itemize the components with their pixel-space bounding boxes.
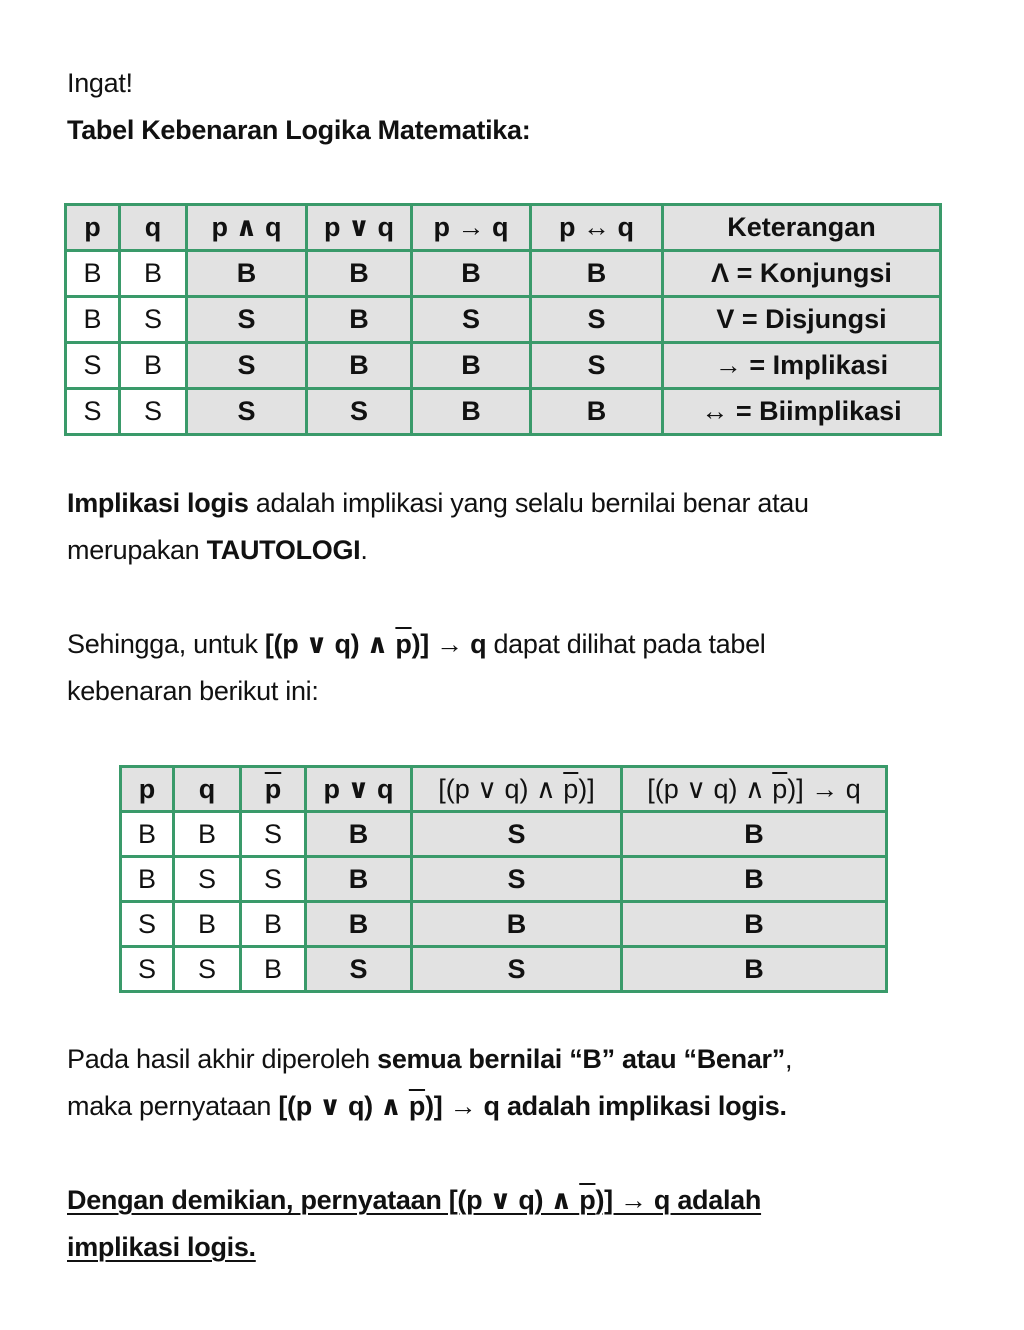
intro-paragraph-line1 (67, 621, 766, 668)
header-cell: q (120, 205, 187, 251)
definition-paragraph-line2 (67, 527, 368, 574)
negation-p: $\overline{p}$ (395, 629, 412, 659)
cell: B (306, 902, 412, 947)
section-heading: Tabel Kebenaran Logika Matematika: (67, 115, 531, 145)
cell: B (120, 343, 187, 389)
cell: S (306, 947, 412, 992)
cell: B (307, 297, 412, 343)
definition-text: adalah implikasi yang selalu bernilai benar atau (248, 488, 809, 518)
cell: S (121, 947, 174, 992)
header-cell: [(p ∨ q) ∧ $\overline{p}$)] (412, 767, 622, 812)
cell: B (306, 812, 412, 857)
cell: B (241, 902, 306, 947)
cell: B (307, 343, 412, 389)
cell: S (307, 389, 412, 435)
cell: B (121, 812, 174, 857)
cell: S (187, 343, 307, 389)
header-cell: p ∧ q (187, 205, 307, 251)
cell: B (120, 251, 187, 297)
table-row (66, 251, 941, 297)
definition-text: merupakan (67, 535, 207, 565)
cell: S (412, 297, 531, 343)
cell: S (412, 857, 622, 902)
cell: B (531, 251, 663, 297)
punctuation: , (784, 1044, 793, 1074)
header-cell (241, 767, 306, 812)
intro-text: dapat dilihat pada tabel (486, 629, 766, 659)
header-cell: [(p ∨ q) ∧ $\overline{p})] \to q$ (622, 767, 887, 812)
cell: B (412, 343, 531, 389)
cell: S (531, 297, 663, 343)
cell: B (307, 251, 412, 297)
legend-cell: ↔ = Biimplikasi (663, 389, 941, 435)
table-row (66, 389, 941, 435)
legend-cell: → = Implikasi (663, 343, 941, 389)
intro-paragraph-line2: kebenaran berikut ini: (67, 676, 319, 706)
cell: B (66, 251, 120, 297)
legend-cell: Λ = Konjungsi (663, 251, 941, 297)
header-cell: q (174, 767, 241, 812)
cell: B (412, 389, 531, 435)
result-paragraph-line1 (67, 1036, 792, 1083)
reminder-text: Ingat! (67, 68, 133, 98)
cell: B (174, 902, 241, 947)
cell: B (174, 812, 241, 857)
cell: S (531, 343, 663, 389)
cell: S (187, 297, 307, 343)
cell: S (120, 389, 187, 435)
cell: B (241, 947, 306, 992)
table-row (121, 947, 887, 992)
cell: S (241, 812, 306, 857)
cell: S (412, 812, 622, 857)
cell: B (412, 251, 531, 297)
punctuation: . (360, 535, 368, 565)
cell: B (622, 857, 887, 902)
table-row (121, 857, 887, 902)
header-cell: p → q (412, 205, 531, 251)
definition-paragraph-line1 (67, 480, 809, 527)
truth-table-implication (119, 765, 888, 993)
table-row (121, 812, 887, 857)
expression-bold: [(p ∨ q) ∧ $\overline{p})] \to q$ (264, 629, 487, 659)
cell: B (306, 857, 412, 902)
table-header-row (66, 205, 941, 251)
header-cell: p ∨ q (307, 205, 412, 251)
intro-text: Sehingga, untuk (67, 629, 265, 659)
cell: S (120, 297, 187, 343)
result-text: Pada hasil akhir diperoleh (67, 1044, 378, 1074)
cell: S (241, 857, 306, 902)
cell: S (174, 947, 241, 992)
header-cell: p (66, 205, 120, 251)
table-row (121, 902, 887, 947)
truth-table-basic (64, 203, 942, 436)
cell: B (412, 902, 622, 947)
term-bold: Implikasi logis (67, 488, 249, 518)
cell: S (66, 389, 120, 435)
cell: S (66, 343, 120, 389)
header-cell: p (121, 767, 174, 812)
cell: S (187, 389, 307, 435)
result-bold: [(p ∨ q) ∧ $\overline{p})] \to q$ adalah implikasi logis. (278, 1091, 787, 1121)
cell: B (622, 902, 887, 947)
cell: B (121, 857, 174, 902)
conclusion-line2: implikasi logis. (67, 1232, 256, 1262)
header-cell: Keterangan (663, 205, 941, 251)
table-row (66, 343, 941, 389)
result-text: maka pernyataan (67, 1091, 279, 1121)
cell: B (622, 812, 887, 857)
header-cell: p ↔ q (531, 205, 663, 251)
tautology-bold: TAUTOLOGI (206, 535, 361, 565)
cell: B (66, 297, 120, 343)
result-paragraph-line2 (67, 1083, 787, 1130)
table-row (66, 297, 941, 343)
cell: B (531, 389, 663, 435)
cell: S (412, 947, 622, 992)
result-bold: semua bernilai “B” atau “Benar” (377, 1044, 785, 1074)
negation-p: $\overline{p}$ (264, 773, 282, 804)
cell: B (187, 251, 307, 297)
legend-cell: V = Disjungsi (663, 297, 941, 343)
conclusion-line1: Dengan demikian, pernyataan [(p ∨ q) ∧ p)] → q adalah (67, 1185, 762, 1215)
table-header-row (121, 767, 887, 812)
header-cell: p ∨ q (306, 767, 412, 812)
cell: B (622, 947, 887, 992)
cell: S (121, 902, 174, 947)
cell: S (174, 857, 241, 902)
